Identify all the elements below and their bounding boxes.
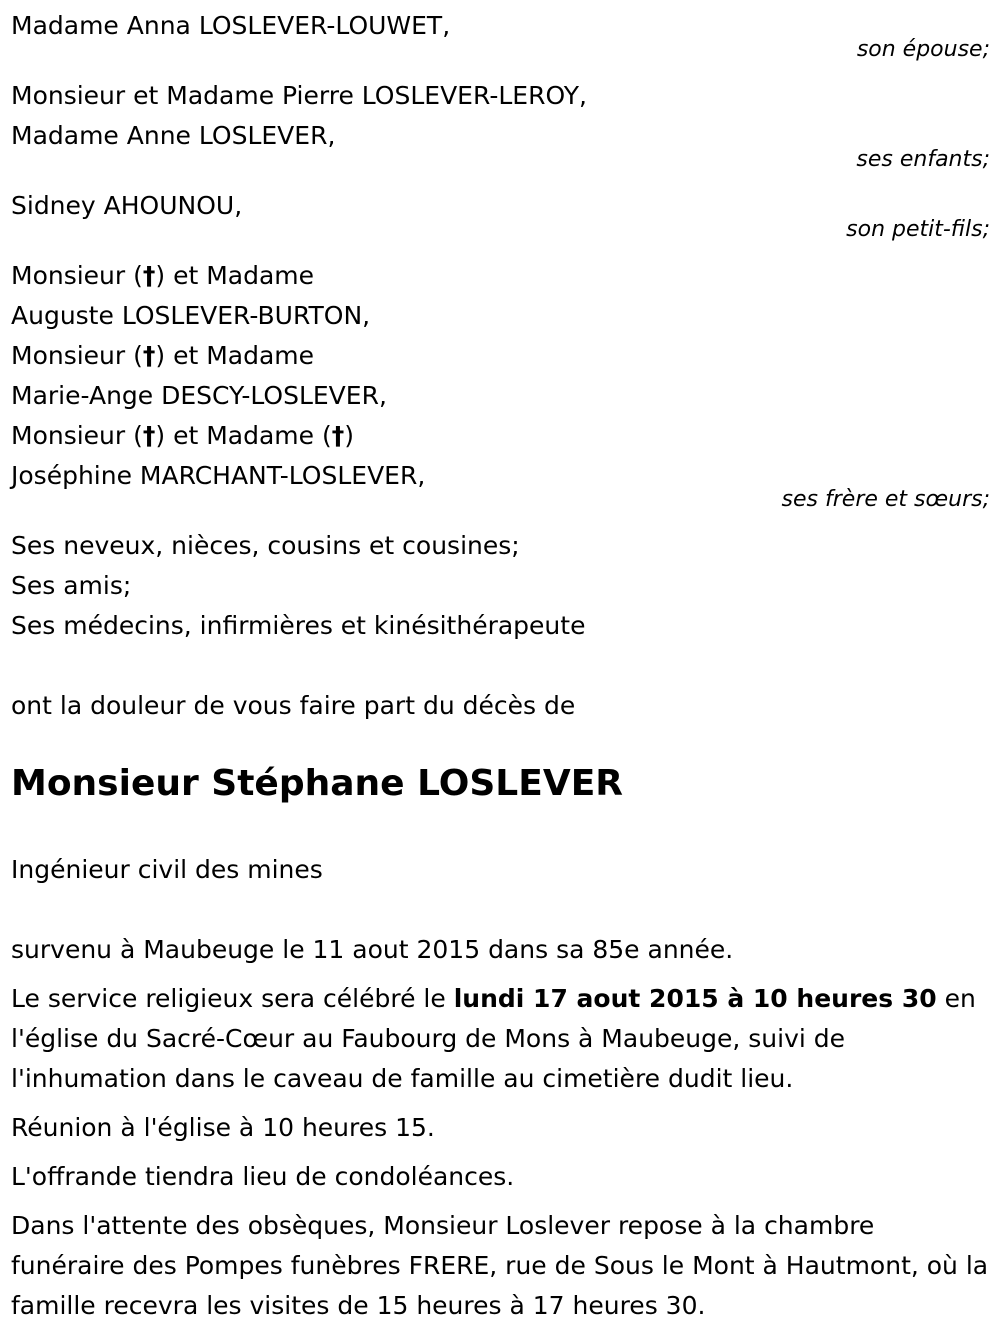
service-datetime: lundi 17 aout 2015 à 10 heures 30: [453, 984, 937, 1013]
offering-details: L'offrande tiendra lieu de condoléances.: [11, 1162, 515, 1191]
sibling-title-line: [11, 416, 990, 456]
sibling-title-line: [11, 336, 990, 376]
sibling-name-line: Joséphine MARCHANT-LOSLEVER,: [11, 461, 426, 490]
service-before: Le service religieux sera célébré le: [11, 984, 446, 1013]
meeting-details: Réunion à l'église à 10 heures 15.: [11, 1113, 435, 1142]
other-relatives-line: Ses médecins, infirmières et kinésithérapeute: [11, 611, 586, 640]
monsieur-prefix: Monsieur (: [11, 421, 143, 450]
deceased-profession: Ingénieur civil des mines: [11, 855, 323, 884]
monsieur-prefix: Monsieur (: [11, 261, 143, 290]
spouse-line: Madame Anna LOSLEVER-LOUWET,: [11, 11, 451, 40]
et-madame: ) et Madame: [155, 341, 315, 370]
child-line: Monsieur et Madame Pierre LOSLEVER-LEROY,: [11, 81, 587, 110]
child-line: Madame Anne LOSLEVER,: [11, 121, 336, 150]
visitation-details: Dans l'attente des obsèques, Monsieur Loslever repose à la chambre funéraire des Pompes funèbres FRERE, rue de Sous le Mont à Hautmont, où la famille recevra les visites de 15 heures à 17 heures 30.: [11, 1211, 989, 1320]
cross-icon: †: [142, 421, 156, 450]
et-madame-open: ) et Madame (: [155, 421, 332, 450]
cross-icon: †: [142, 261, 156, 290]
close-paren: ): [344, 421, 354, 450]
grandson-line: Sidney AHOUNOU,: [11, 191, 243, 220]
service-after: en l'église du Sacré-Cœur au Faubourg de Mons à Maubeuge, suivi de l'inhumation dans le caveau de famille au cimetière dudit lieu.: [11, 984, 976, 1093]
siblings-role: ses frère et sœurs;: [781, 487, 990, 512]
other-relatives-line: Ses amis;: [11, 571, 132, 600]
service-details: [11, 979, 990, 1099]
monsieur-prefix: Monsieur (: [11, 341, 143, 370]
obituary-notice: [11, 0, 990, 1326]
cross-icon: †: [331, 421, 345, 450]
cross-icon: †: [142, 341, 156, 370]
deceased-name: Monsieur Stéphane LOSLEVER: [11, 763, 623, 804]
spouse-role: son épouse;: [856, 37, 990, 62]
sibling-name-line: Marie-Ange DESCY-LOSLEVER,: [11, 381, 387, 410]
death-details: survenu à Maubeuge le 11 aout 2015 dans sa 85e année.: [11, 935, 734, 964]
sibling-title-line: [11, 256, 990, 296]
announcement: ont la douleur de vous faire part du décès de: [11, 691, 576, 720]
et-madame: ) et Madame: [155, 261, 315, 290]
grandson-role: son petit-fils;: [846, 217, 990, 242]
children-role: ses enfants;: [856, 147, 990, 172]
sibling-name-line: Auguste LOSLEVER-BURTON,: [11, 301, 371, 330]
other-relatives-line: Ses neveux, nièces, cousins et cousines;: [11, 531, 520, 560]
